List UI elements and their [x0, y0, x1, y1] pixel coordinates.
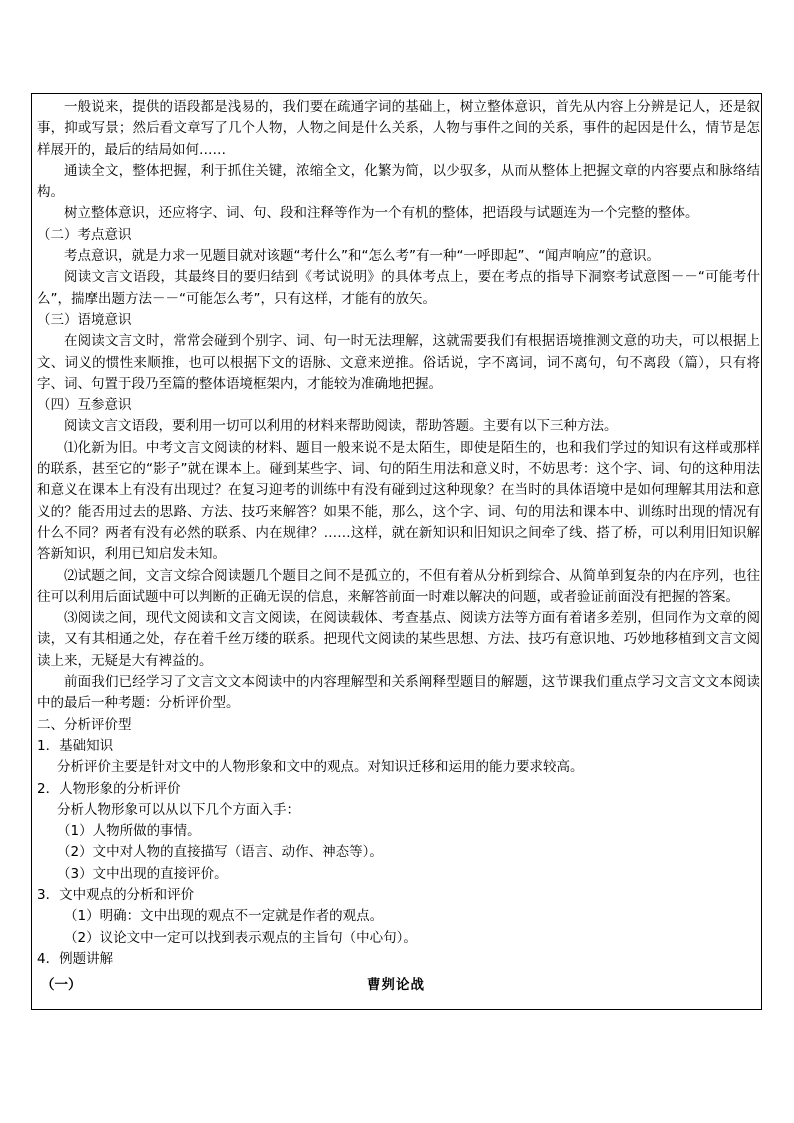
paragraph: 在阅读文言文时，常常会碰到个别字、词、句一时无法理解，这就需要我们有根据语境推测文意的功夫，可以根据上文、词义的惯性来顺推，也可以根据下文的语脉、文意来逆推。俗话说，字不离词，词不离句，句不离段（篇），只有将字、词、句置于段乃至篇的整体语境框架内，才能较为准确地把握。 [37, 333, 760, 392]
document-body [37, 97, 760, 999]
list-item: （2）议论文中一定可以找到表示观点的主旨句（中心句）。 [64, 929, 417, 946]
subsection-heading: 2．人物形象的分析评价 [37, 780, 181, 797]
paragraph: 树立整体意识，还应将字、词、句、段和注释等作为一个有机的整体，把语段与试题连为一个完整的整体。 [64, 205, 699, 222]
paragraph: 通读全文，整体把握，利于抓住关键，浓缩全文，化繁为简，以少驭多，从而从整体上把握文章的内容要点和脉络结构。 [37, 162, 760, 201]
paragraph: 前面我们已经学习了文言文文本阅读中的内容理解型和关系阐释型题目的解题，这节课我们重点学习文言文文本阅读中的最后一种考题：分析评价型。 [37, 674, 760, 712]
paragraph: 一般说来，提供的语段都是浅易的，我们要在疏通字词的基础上，树立整体意识，首先从内容上分辨是记人，还是叙事，抑或写景；然后看文章写了几个人物，人物之间是什么关系，人物与事件之间的关系，事件的起因是什么，情节是怎样展开的，最后的结局如何…… [37, 99, 760, 158]
section-heading: （四）互参意识 [37, 397, 132, 414]
paragraph: 分析人物形象可以从以下几个方面入手： [57, 801, 300, 818]
section-heading: （二）考点意识 [37, 226, 132, 243]
paragraph: 考点意识，就是力求一见题目就对该题“考什么”和“怎么考”有一种“一呼即起”、“闻声响应”的意识。 [64, 248, 660, 265]
subsection-heading: 1．基础知识 [37, 737, 114, 754]
section-heading: （三）语境意识 [37, 311, 132, 328]
subsection-heading: 3．文中观点的分析和评价 [37, 886, 195, 903]
example-header [37, 973, 760, 999]
paragraph: ⑵试题之间，文言文综合阅读题几个题目之间不是孤立的，不但有着从分析到综合、从简单到复杂的内在序列，也往往可以利用后面试题中可以判断的正确无误的信息，来解答前面一时难以解决的问题，或者验证前面没有把握的答案。 [37, 567, 760, 605]
list-item: （2）文中对人物的直接描写（语言、动作、神态等）。 [57, 844, 383, 861]
example-label: （一） [41, 977, 82, 994]
example-title: 曹刿论战 [367, 977, 425, 994]
paragraph: 阅读文言文语段，其最终目的要归结到《考试说明》的具体考点上，要在考点的指导下洞察考试意图－－“可能考什么”，揣摩出题方法－－“可能怎么考”，只有这样，才能有的放矢。 [37, 269, 760, 307]
subsection-heading: 4．例题讲解 [37, 950, 114, 967]
paragraph: 分析评价主要是针对文中的人物形象和文中的观点。对知识迁移和运用的能力要求较高。 [57, 759, 584, 776]
list-item: （1）人物所做的事情。 [57, 823, 201, 840]
paragraph: 阅读文言文语段，要利用一切可以利用的材料来帮助阅读，帮助答题。主要有以下三种方法。 [64, 418, 618, 435]
paragraph: ⑴化新为旧。中考文言文阅读的材料、题目一般来说不是太陌生，即使是陌生的，也和我们学过的知识有这样或那样的联系，甚至它的“影子”就在课本上。碰到某些字、词、句的陌生用法和意义时，不妨思考：这个字、词、句的这种用法和意义在课本上有没有出现过？在复习迎考的训练中有没有碰到过这种现象？在当时的具体语境中是如何理解其用法和意义的？能否用过去的思路、方法、技巧来解答？如果不能，那么，这个字、词、句的用法和课本中、训练时出现的情况有什么不同？两者有没有必然的联系、内在规律？……这样，就在新知识和旧知识之间牵了线、搭了桥，可以利用旧知识解答新知识，利用已知启发未知。 [37, 439, 760, 563]
section-heading: 二、分析评价型 [37, 716, 132, 733]
list-item: （3）文中出现的直接评价。 [57, 865, 228, 882]
paragraph: ⑶阅读之间，现代文阅读和文言文阅读，在阅读载体、考查基点、阅读方法等方面有着诸多差别，但同作为文章的阅读，又有其相通之处，存在着千丝万缕的联系。把现代文阅读的某些思想、方法、技巧有意识地、巧妙地移植到文言文阅读上来，无疑是大有裨益的。 [37, 610, 760, 669]
list-item: （1）明确：文中出现的观点不一定就是作者的观点。 [64, 908, 384, 925]
